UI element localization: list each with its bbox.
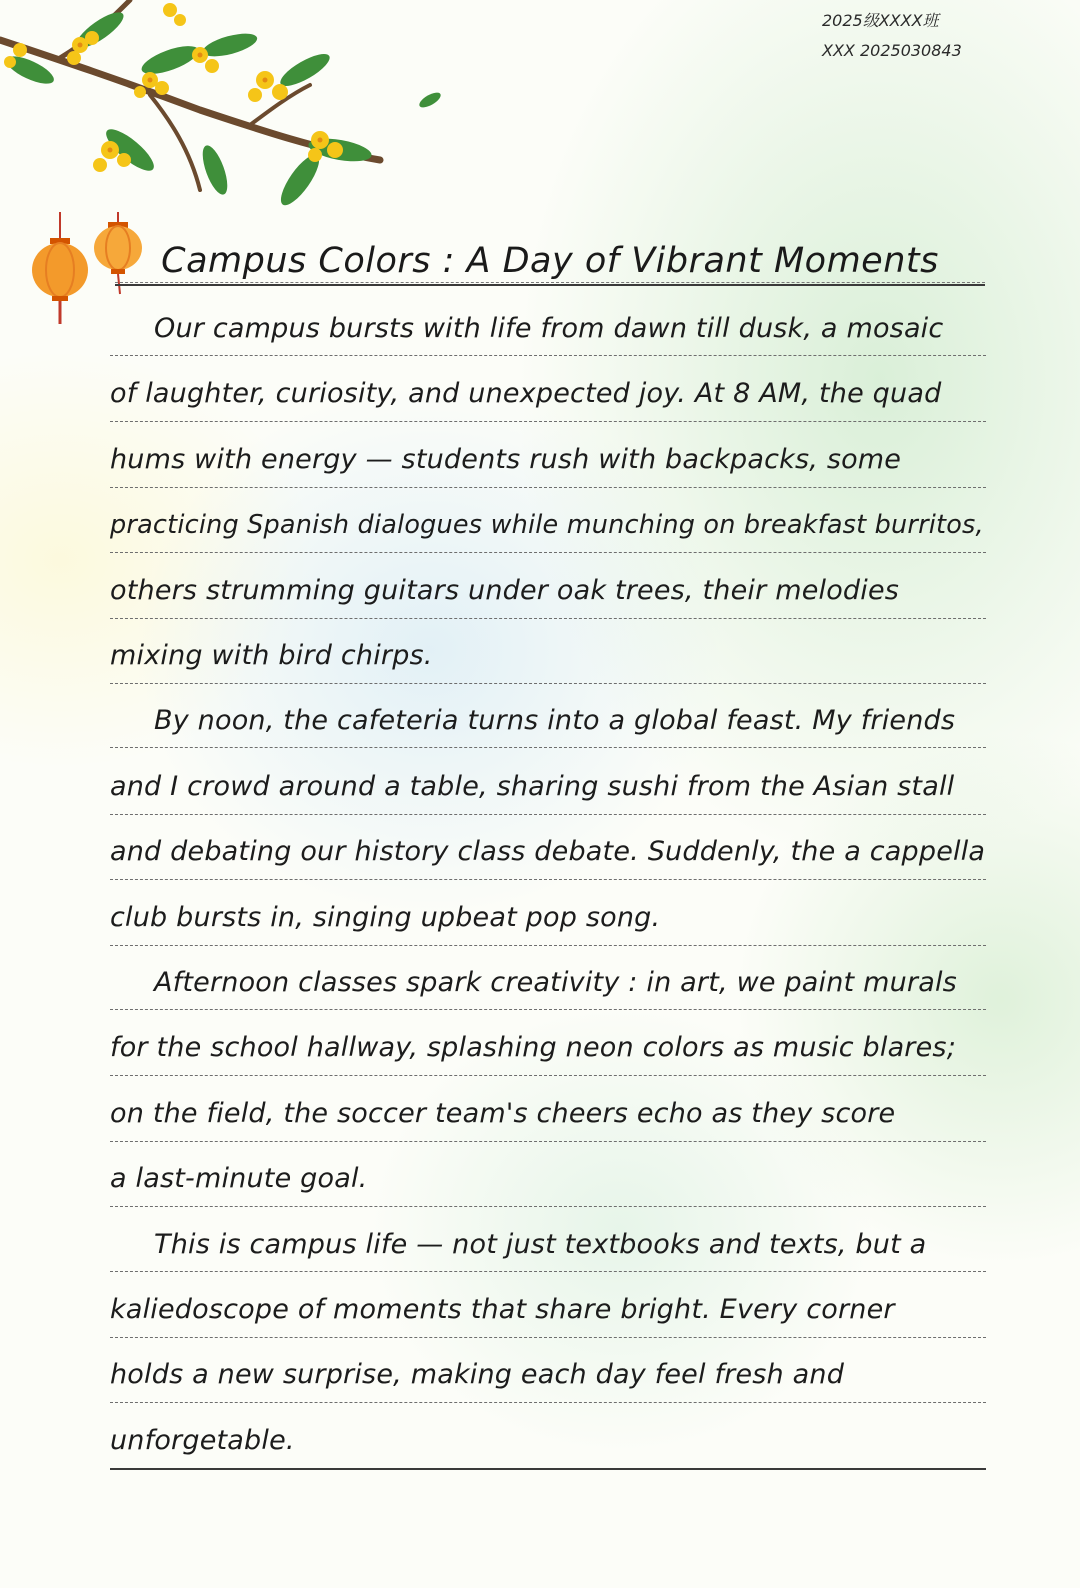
title-underline: [115, 282, 985, 283]
essay-line: unforgetable.: [110, 1416, 986, 1470]
essay-line: for the school hallway, splashing neon colors as music blares;: [110, 1023, 986, 1076]
essay-line: kaliedoscope of moments that share bright. Every corner: [110, 1285, 986, 1338]
class-label: 2025级XXXX班: [822, 11, 939, 30]
student-info: [822, 6, 1052, 66]
essay-line: of laughter, curiosity, and unexpected joy. At 8 AM, the quad: [110, 369, 986, 422]
essay-line: holds a new surprise, making each day feel fresh and: [110, 1350, 986, 1403]
essay-line: This is campus life — not just textbooks and texts, but a: [110, 1220, 986, 1272]
student-name-id: XXX 2025030843: [822, 41, 962, 60]
essay-line: others strumming guitars under oak trees, their melodies: [110, 566, 986, 619]
osmanthus-branch-icon: [0, 0, 460, 230]
essay-line: a last-minute goal.: [110, 1154, 986, 1207]
essay-title: Campus Colors : A Day of Vibrant Moments: [115, 236, 985, 286]
essay-line: club bursts in, singing upbeat pop song.: [110, 893, 986, 946]
essay-line: By noon, the cafeteria turns into a global feast. My friends: [110, 696, 986, 748]
essay-line: hums with energy — students rush with backpacks, some: [110, 435, 986, 488]
essay-line: Our campus bursts with life from dawn till dusk, a mosaic: [110, 304, 986, 356]
essay-line: and I crowd around a table, sharing sushi from the Asian stall: [110, 762, 986, 815]
essay-line: and debating our history class debate. Suddenly, the a cappella: [110, 827, 986, 880]
essay-line: on the field, the soccer team's cheers echo as they score: [110, 1089, 986, 1142]
essay-line: Afternoon classes spark creativity : in art, we paint murals: [110, 958, 986, 1010]
essay-line: mixing with bird chirps.: [110, 631, 986, 684]
essay-line: practicing Spanish dialogues while munching on breakfast burritos,: [110, 500, 986, 553]
